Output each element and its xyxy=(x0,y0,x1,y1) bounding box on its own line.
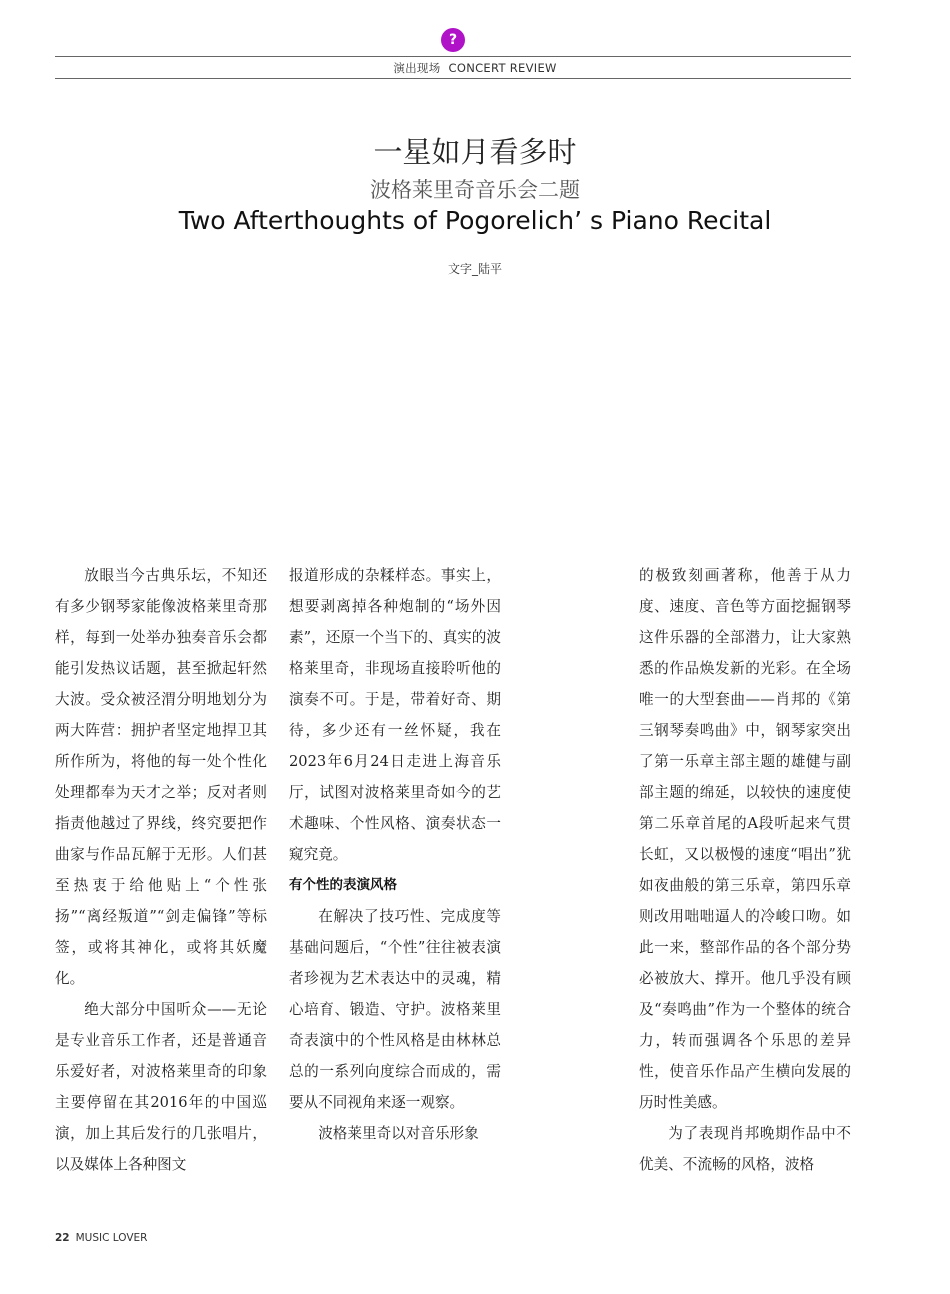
paragraph: 报道形成的杂糅样态。事实上，想要剥离掉各种炮制的“场外因素”，还原一个当下的、真实的波格莱里奇，非现场直接聆听他的演奏不可。于是，带着好奇、期待，多少还有一丝怀疑，我在2023年6月24日走进上海音乐厅，试图对波格莱里奇如今的艺术趣味、个性风格、演奏状态一窥究竟。 xyxy=(289,567,501,863)
ear-icon: ? xyxy=(441,28,465,52)
section-label-en: CONCERT REVIEW xyxy=(448,61,557,75)
paragraph: 为了表现肖邦晚期作品中不优美、不流畅的风格，波格 xyxy=(639,1125,851,1173)
magazine-name: MUSIC LOVER xyxy=(75,1232,148,1244)
paragraph: 的极致刻画著称，他善于从力度、速度、音色等方面挖掘钢琴这件乐器的全部潜力，让大家熟悉的作品焕发新的光彩。在全场唯一的大型套曲——肖邦的《第三钢琴奏鸣曲》中，钢琴家突出了第一乐章主部主题的雄健与副部主题的绵延，以较快的速度使第二乐章首尾的A段听起来气贯长虹，又以极慢的速度“唱出”犹如夜曲般的第三乐章，第四乐章则改用咄咄逼人的冷峻口吻。如此一来，整部作品的各个部分势必被放大、撑开。他几乎没有顾及“奏鸣曲”作为一个整体的统合力，转而强调各个乐思的差异性，使音乐作品产生横向发展的历时性美感。 xyxy=(639,567,851,1111)
paragraph: 在解决了技巧性、完成度等基础问题后，“个性”往往被表演者珍视为艺术表达中的灵魂，精心培育、锻造、守护。波格莱里奇表演中的个性风格是由林林总总的一系列向度综合而成的，需要从不同视角来逐一观察。 xyxy=(289,908,501,1111)
article-subtitle: 波格莱里奇音乐会二题 xyxy=(370,178,580,202)
text-column-2 xyxy=(289,560,501,1149)
text-column-1 xyxy=(55,560,267,1180)
header-rule-bottom xyxy=(55,78,851,79)
paragraph: 绝大部分中国听众——无论是专业音乐工作者，还是普通音乐爱好者，对波格莱里奇的印象主要停留在其2016年的中国巡演，加上其后发行的几张唱片，以及媒体上各种图文 xyxy=(55,1001,267,1173)
section-label-cn: 演出现场 xyxy=(393,61,441,75)
paragraph: 波格莱里奇以对音乐形象 xyxy=(318,1125,479,1142)
text-column-3 xyxy=(639,560,851,1180)
article-title: 一星如月看多时 xyxy=(373,135,577,169)
section-label xyxy=(0,60,950,76)
section-heading: 有个性的表演风格 xyxy=(289,877,397,893)
header-rule-top xyxy=(55,56,851,57)
page-number: 22 xyxy=(55,1232,70,1244)
article-title-english: Two Afterthoughts of Pogorelich’ s Piano Recital xyxy=(178,206,772,235)
byline: 文字_陆平 xyxy=(447,262,502,276)
paragraph: 放眼当今古典乐坛，不知还有多少钢琴家能像波格莱里奇那样，每到一处举办独奏音乐会都能引发热议话题，甚至掀起轩然大波。受众被泾渭分明地划分为两大阵营：拥护者坚定地捍卫其所作所为，将他的每一处个性化处理都奉为天才之举；反对者则指责他越过了界线，终究要把作曲家与作品瓦解于无形。人们甚至热衷于给他贴上“个性张扬”“离经叛道”“剑走偏锋”等标签，或将其神化，或将其妖魔化。 xyxy=(55,567,267,987)
page-footer xyxy=(55,1232,147,1244)
